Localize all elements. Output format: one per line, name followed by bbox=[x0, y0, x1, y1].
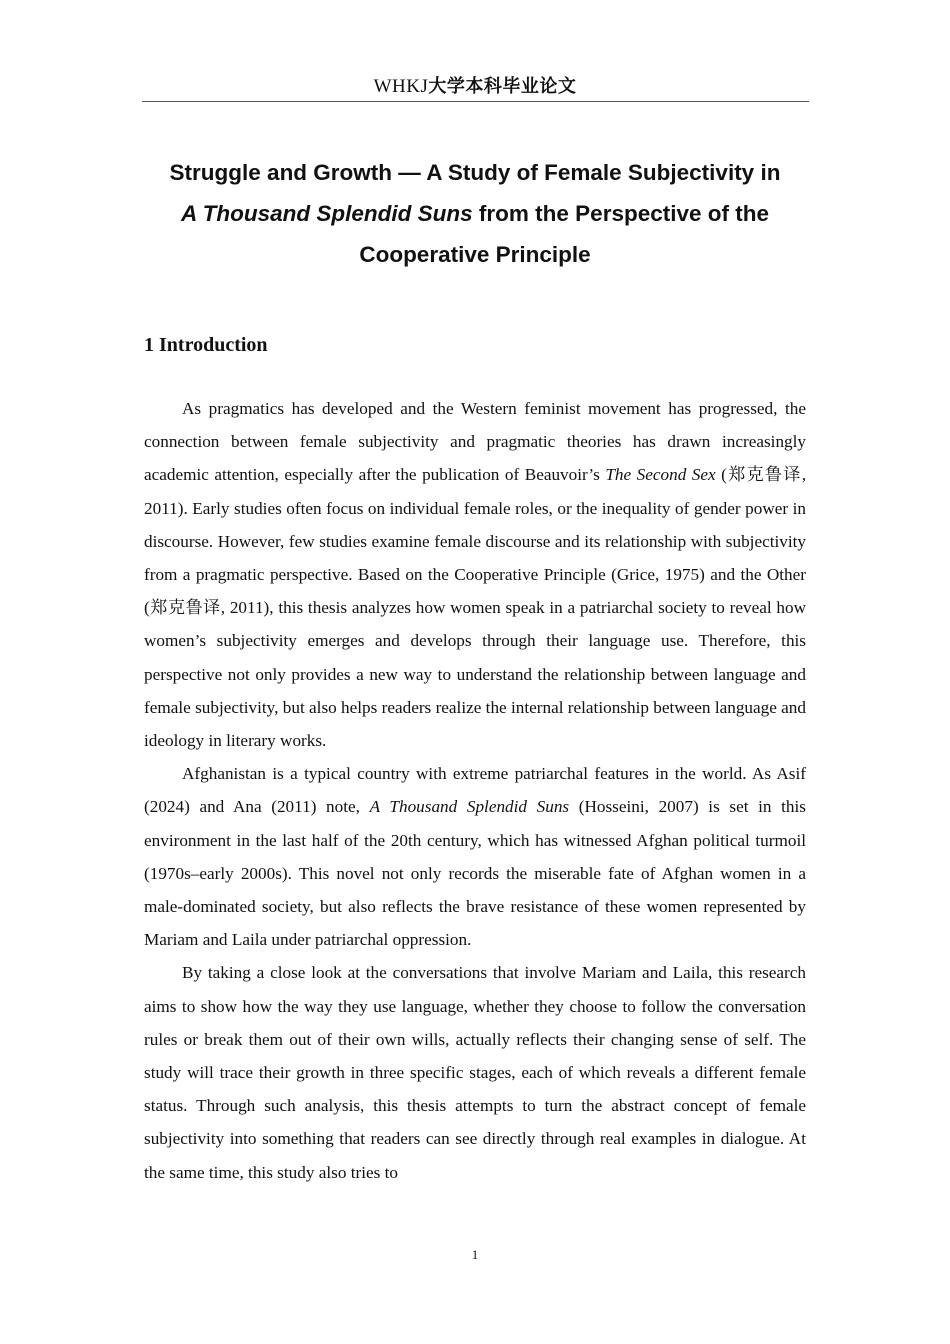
header-prefix: WHKJ bbox=[373, 76, 429, 97]
title-book-name: A Thousand Splendid Suns bbox=[181, 201, 473, 226]
paragraph-2-part-b: (Hosseini, 2007) is set in this environment in the last half of the 20th century, which has witnessed Afghan political turmoil (1970s–early 2000s). This novel not only records the miserable fate of Afghan women in a male-dominated society, but also reflects the brave resistance of these women represented by Mariam and Laila under patriarchal oppression. bbox=[144, 797, 806, 950]
book-title-second-sex: The Second Sex bbox=[605, 465, 716, 485]
paragraph-1-part-a: As pragmatics has developed and the Western feminist movement has progressed, the connection between female subjectivity and pragmatic theories has drawn increasingly academic attention, especially after the publication of Beauvoir’s bbox=[144, 399, 806, 485]
paragraph-1-part-b: (郑克鲁译, 2011). Early studies often focus on individual female roles, or the inequality of gender power in discourse. However, few studies examine female discourse and its relationship with subjectivity from a pragmatic perspective. Based on the Cooperative Principle (Grice, 1975) and the Other (郑克鲁译, 2011), this thesis analyzes how women speak in a patriarchal society to reveal how women’s subjectivity emerges and develops through their language use. Therefore, this perspective not only provides a new way to understand the relationship between language and female subjectivity, but also helps readers realize the internal relationship between language and ideology in literary works. bbox=[144, 465, 807, 751]
paper-title bbox=[120, 152, 830, 275]
title-line-3: Cooperative Principle bbox=[359, 242, 591, 267]
paragraph-1 bbox=[144, 392, 806, 757]
book-title-splendid-suns: A Thousand Splendid Suns bbox=[369, 797, 570, 817]
section-heading: 1 Introduction bbox=[144, 334, 268, 356]
title-line-1: Struggle and Growth — A Study of Female Subjectivity in bbox=[169, 160, 781, 185]
header-university-title: 大学本科毕业论文 bbox=[428, 76, 577, 97]
paragraph-3 bbox=[144, 956, 806, 1188]
paragraph-2-part-a: Afghanistan is a typical country with extreme patriarchal features in the world. As Asif (2024) and Ana (2011) note, bbox=[144, 764, 806, 817]
running-header bbox=[0, 72, 950, 98]
page-number: 1 bbox=[471, 1247, 479, 1262]
title-line-2-rest: from the Perspective of the bbox=[472, 201, 769, 226]
paragraph-3-text: By taking a close look at the conversations that involve Mariam and Laila, this research aims to show how the way they use language, whether they choose to follow the conversation rules or break them out of their own wills, actually reflects their changing sense of self. The study will trace their growth in three specific stages, each of which reveals a different female status. Through such analysis, this thesis attempts to turn the abstract concept of female subjectivity into something that readers can see directly through real examples in dialogue. At the same time, this study also tries to bbox=[144, 963, 806, 1182]
paragraph-2 bbox=[144, 757, 806, 956]
title-line-2 bbox=[120, 193, 830, 234]
body-text bbox=[144, 392, 806, 1189]
header-rule bbox=[142, 101, 809, 102]
